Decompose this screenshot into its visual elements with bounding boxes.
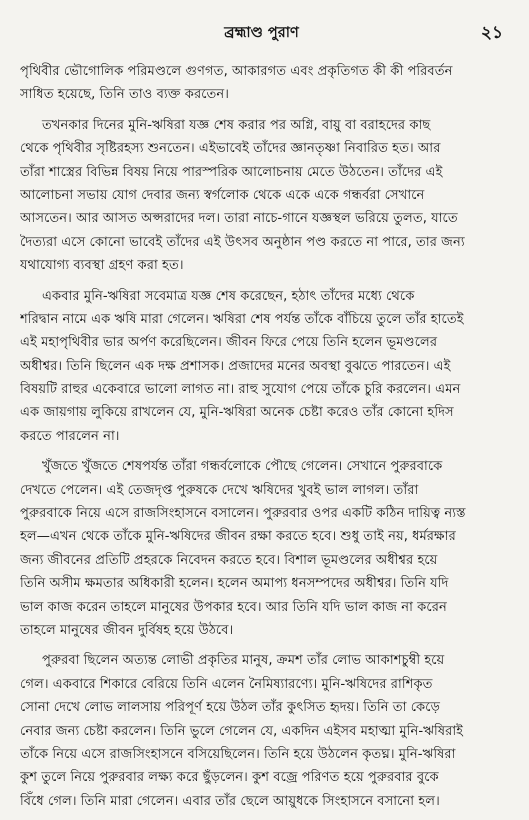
text-line: এক জায়গায় লুকিয়ে রাখলেন যে, মুনি-ঋষিরা অনেক চেষ্টা করেও তাঁর কোনো হদিস xyxy=(20,405,454,421)
text-line: পৃথিবীর ভৌগোলিক পরিমণ্ডলে গুণগত, আকারগত এবং প্রকৃতিগত কী কী পরিবর্তন xyxy=(20,64,453,79)
text-line: পুরুরবা ছিলেন অত্যন্ত লোভী প্রকৃতির মানুষ, ক্রমশ তাঁর লোভ আকাশচুম্বী হয়ে xyxy=(42,653,445,669)
running-title: ব্রহ্মাণ্ড পুরাণ xyxy=(224,25,299,41)
page-number: ২১ xyxy=(480,23,503,43)
text-line: দৈত্যরা এসে কোনো ভাবেই তাঁদের এই উৎসব অনুষ্ঠান পণ্ড করতে না পারে, তার জন্য xyxy=(20,234,465,250)
text-line: পুরুরবাকে নিয়ে এসে রাজসিংহাসনে বসালেন। পুরুরবার ওপর একটি কঠিন দায়িত্ব ন্যস্ত xyxy=(20,506,466,522)
text-line: আলোচনা সভায় যোগ দেবার জন্য স্বর্গলোক থেকে একে একে গন্ধর্বরা সেখানে xyxy=(20,187,425,203)
text-line: ভাল কাজ করেন তাহলে মানুষের উপকার হবে। আর তিনি যদি ভাল কাজ না করেন xyxy=(20,599,447,615)
text-line: তাঁরা শাস্ত্রের বিভিন্ন বিষয় নিয়ে পারস্পরিক আলোচনায় মেতে উঠতেন। তাঁদের এই xyxy=(20,164,443,180)
text-line: যথাযোগ্য ব্যবস্থা গ্রহণ করা হত। xyxy=(20,258,184,274)
page-header xyxy=(20,22,503,48)
text-line: বিঁধে গেল। তিনি মারা গেলেন। এবার তাঁর ছেলে আয়ুধকে সিংহাসনে বসানো হল। xyxy=(20,793,440,809)
text-line: হল—এখন থেকে তাঁকে মুনি-ঋষিদের জীবন রক্ষা করতে হবে। শুধু তাই নয়, ধর্মরক্ষার xyxy=(20,529,456,545)
text-line: একবার মুনি-ঋষিরা সবেমাত্র যজ্ঞ শেষ করেছেন, হঠাৎ তাঁদের মধ্যে থেকে xyxy=(42,288,415,304)
text-line: করতে পারলেন না। xyxy=(20,428,120,444)
text-line: আসতেন। আর আসত অপ্সরাদের দল। তারা নাচে-গানে যজ্ঞস্থল ভরিয়ে তুলত, যাতে xyxy=(20,211,458,227)
paragraph xyxy=(20,455,505,642)
text-line: শরিদ্বান নামে এক ঋষি মারা গেলেন। ঋষিরা শেষ পর্যন্ত তাঁকে বাঁচিয়ে তুলে তাঁর হাতেই xyxy=(20,311,464,327)
text-line: তাঁকে নিয়ে এসে রাজসিংহাসনে বসিয়েছিলেন। তিনি হয়ে উঠলেন কৃতঘ্ন। মুনি-ঋষিরা xyxy=(20,746,456,762)
text-line: খুঁজতে খুঁজতে শেষপর্যন্ত তাঁরা গন্ধর্বলোকে পৌছে গেলেন। সেখানে পুরুরবাকে xyxy=(42,459,443,475)
paragraph xyxy=(20,285,505,449)
text-line: তাহলে মানুষের জীবন দুর্বিষহ হয়ে উঠবে। xyxy=(20,622,234,638)
text-line: জন্য জীবনের প্রতিটি প্রহরকে নিবেদন করতে হবে। বিশাল ভূমণ্ডলের অধীশ্বর হয়ে xyxy=(20,552,438,568)
paragraph xyxy=(20,114,505,278)
text-line: কুশ তুলে নিয়ে পুরুরবার লক্ষ্য করে ছুঁড়লেন। কুশ বজ্রে পরিণত হয়ে পুরুরবার বুকে xyxy=(20,770,439,786)
paragraph xyxy=(20,60,505,107)
text-line: এই মহাপৃথিবীর ভার অর্পণ করেছিলেন। জীবন ফিরে পেয়ে তিনি হলেন ভূমণ্ডলের xyxy=(20,335,438,351)
paragraph xyxy=(20,649,505,813)
text-line: দেখতে পেলেন। এই তেজদৃপ্ত পুরুষকে দেখে ঋষিদের খুবই ভাল লাগল। তাঁরা xyxy=(20,482,419,498)
text-line: বিষয়টি রাহুর একেবারে ভালো লাগত না। রাহু সুযোগ পেয়ে তাঁকে চুরি করলেন। এমন xyxy=(20,382,461,398)
text-line: অধীশ্বর। তিনি ছিলেন এক দক্ষ প্রশাসক। প্রজাদের মনের অবস্থা বুঝতে পারতেন। এই xyxy=(20,358,451,374)
text-line: সাধিত হয়েছে, তিনি তাও ব্যক্ত করতেন। xyxy=(20,87,230,103)
text-line: সোনা দেখে লোভ লালসায় পরিপূর্ণ হয়ে উঠল তাঁর কুৎসিত হৃদয়। তিনি তা কেড়ে xyxy=(20,700,441,716)
text-line: গেল। একবারে শিকারে বেরিয়ে তিনি এলেন নৈমিষ্যারণ্যে। মুনি-ঋষিদের রাশিকৃত xyxy=(20,676,433,692)
page-body xyxy=(20,60,505,820)
text-line: তখনকার দিনের মুনি-ঋষিরা যজ্ঞ শেষ করার পর অগ্নি, বায়ু বা বরাহদের কাছ xyxy=(42,117,431,133)
text-line: তিনি অসীম ক্ষমতার অধিকারী হলেন। হলেন অমাপ্য ধনসম্পদের অধীশ্বর। তিনি যদি xyxy=(20,576,449,592)
text-line: থেকে পৃথিবীর সৃষ্টিরহস্য শুনতেন। এইভাবেই তাঁদের জ্ঞানতৃষ্ণা নিবারিত হত। আর xyxy=(20,141,441,157)
text-line: নেবার জন্য চেষ্টা করলেন। তিনি ভুলে গেলেন যে, একদিন এইসব মহাত্মা মুনি-ঋষিরাই xyxy=(20,723,464,739)
